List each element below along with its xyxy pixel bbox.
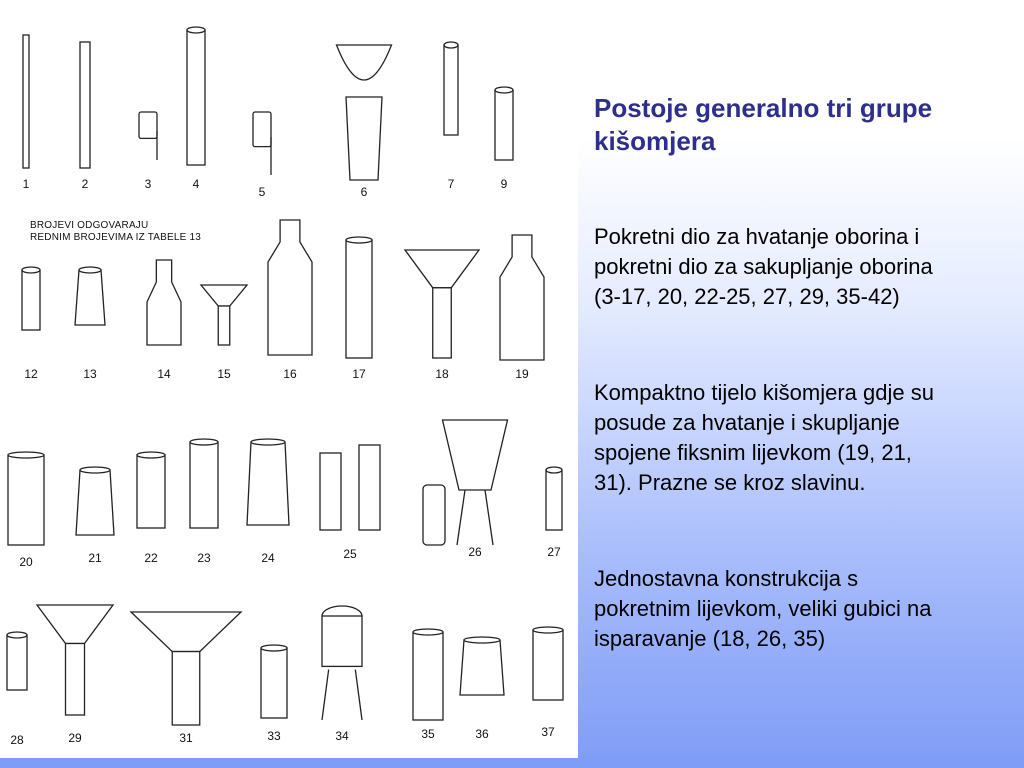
gauge-15-drawing-body (218, 306, 230, 345)
gauge-1-label: 1 (22, 177, 30, 191)
paragraph-group-1: Pokretni dio za hvatanje oborina i pokretni dio za sakupljanje oborina (3-17, 20, 22-25, 27, 29, 35-42) (594, 224, 933, 309)
gauge-12-drawing (22, 270, 40, 330)
gauge-3-label: 3 (144, 177, 152, 191)
gauge-29-label: 29 (68, 731, 82, 745)
gauge-22-drawing (137, 455, 165, 528)
gauge-28-drawing (7, 635, 27, 690)
gauge-18-drawing (405, 250, 479, 288)
gauge-9-drawing (495, 90, 513, 160)
gauge-16-label: 16 (283, 367, 297, 381)
gauge-33-drawing (261, 648, 287, 718)
gauge-28-label: 28 (10, 733, 24, 747)
gauge-21-drawing-rim (80, 467, 110, 473)
paragraph-group-3: Jednostavna konstrukcija s pokretnim lijevkom, veliki gubici na isparavanje (18, 26, 35) (594, 566, 932, 651)
gauge-26-drawing-leg-right (485, 490, 493, 545)
gauge-18-drawing-body (433, 288, 452, 358)
gauge-34-label: 34 (335, 729, 349, 743)
paragraph-group-2: Kompaktno tijelo kišomjera gdje su posude za hvatanje i skupljanje spojene fiksnim lijevkom (19, 21, 31). Prazne se kroz slavinu. (594, 380, 934, 495)
gauge-33-drawing-rim (261, 645, 287, 651)
gauge-25-drawing-second (359, 445, 380, 530)
gauge-26-drawing (443, 420, 508, 490)
gauge-35-drawing-rim (413, 629, 443, 635)
gauge-26-drawing-cylinder (423, 485, 445, 545)
gauge-27-label: 27 (547, 545, 561, 559)
gauge-17-drawing-rim (346, 237, 372, 243)
gauge-6-label: 6 (360, 185, 368, 199)
gauge-4-label: 4 (192, 177, 200, 191)
gauge-26-label: 26 (468, 545, 482, 559)
gauge-14-drawing (147, 260, 181, 345)
gauge-19-drawing (500, 235, 544, 360)
gauge-9-label: 9 (500, 177, 508, 191)
gauge-27-drawing-rim (546, 467, 562, 473)
gauge-19-label: 19 (515, 367, 529, 381)
gauge-23-label: 23 (197, 551, 211, 565)
gauge-31-label: 31 (179, 731, 193, 745)
gauge-36-drawing (460, 640, 504, 695)
gauge-24-label: 24 (261, 551, 275, 565)
gauge-18-label: 18 (435, 367, 449, 381)
gauge-22-label: 22 (144, 551, 158, 565)
gauge-16-drawing (268, 220, 312, 355)
gauge-21-label: 21 (88, 551, 102, 565)
gauge-2-label: 2 (81, 177, 89, 191)
gauge-27-drawing (546, 470, 562, 530)
gauge-34-drawing-leg-left (322, 670, 329, 720)
gauge-20-drawing (8, 455, 44, 545)
gauge-4-drawing-rim (187, 27, 205, 33)
gauge-13-drawing-rim (79, 267, 101, 273)
gauge-24-drawing (247, 442, 289, 525)
gauge-7-drawing-rim (444, 42, 458, 48)
gauge-12-label: 12 (24, 367, 38, 381)
gauge-24-drawing-rim (251, 439, 285, 445)
gauge-37-label: 37 (541, 725, 555, 739)
gauge-13-label: 13 (83, 367, 97, 381)
gauge-29-drawing-body (66, 644, 85, 716)
gauge-37-drawing-rim (533, 627, 563, 633)
gauge-3-drawing (139, 112, 157, 138)
gauge-22-drawing-rim (137, 452, 165, 458)
gauge-1-drawing (23, 35, 29, 168)
gauge-9-drawing-rim (495, 87, 513, 93)
figure-note-line2: REDNIM BROJEVIMA IZ TABELE 13 (30, 232, 202, 243)
gauge-28-drawing-rim (7, 632, 27, 638)
gauge-14-label: 14 (157, 367, 171, 381)
gauge-6-drawing-body (346, 97, 382, 180)
gauge-4-drawing (187, 30, 205, 165)
gauge-15-drawing (201, 285, 247, 306)
gauge-29-drawing (37, 605, 113, 644)
gauge-35-label: 35 (421, 727, 435, 741)
gauge-12-drawing-rim (22, 267, 40, 273)
gauge-23-drawing (190, 442, 218, 528)
gauge-36-label: 36 (475, 727, 489, 741)
gauge-37-drawing (533, 630, 563, 700)
gauge-21-drawing (76, 470, 114, 535)
gauge-35-drawing (413, 632, 443, 720)
figure-note-line1: BROJEVI ODGOVARAJU (30, 220, 149, 231)
slide-text (594, 92, 1014, 654)
gauge-31-drawing-body (172, 652, 200, 725)
gauge-36-drawing-rim (464, 637, 500, 643)
gauge-34-drawing (322, 616, 362, 666)
gauge-26-drawing-leg-left (457, 490, 465, 545)
gauge-15-label: 15 (217, 367, 231, 381)
gauge-6-drawing (337, 45, 392, 80)
gauge-25-drawing (320, 453, 341, 530)
slide-title: Postoje generalno tri grupe kišomjera (594, 93, 933, 156)
gauge-33-label: 33 (267, 729, 281, 743)
gauge-20-drawing-rim (8, 452, 44, 458)
gauge-7-label: 7 (447, 177, 455, 191)
gauge-7-drawing (444, 45, 458, 135)
gauge-2-drawing (80, 42, 90, 168)
gauge-20-label: 20 (19, 555, 33, 569)
gauge-25-label: 25 (343, 547, 357, 561)
gauge-34-drawing-leg-right (355, 670, 362, 720)
gauge-17-drawing (346, 240, 372, 358)
gauge-17-label: 17 (352, 367, 366, 381)
gauge-31-drawing (131, 612, 241, 652)
gauge-5-drawing (253, 112, 271, 147)
gauge-13-drawing (75, 270, 105, 325)
gauge-5-label: 5 (258, 185, 266, 199)
gauge-23-drawing-rim (190, 439, 218, 445)
